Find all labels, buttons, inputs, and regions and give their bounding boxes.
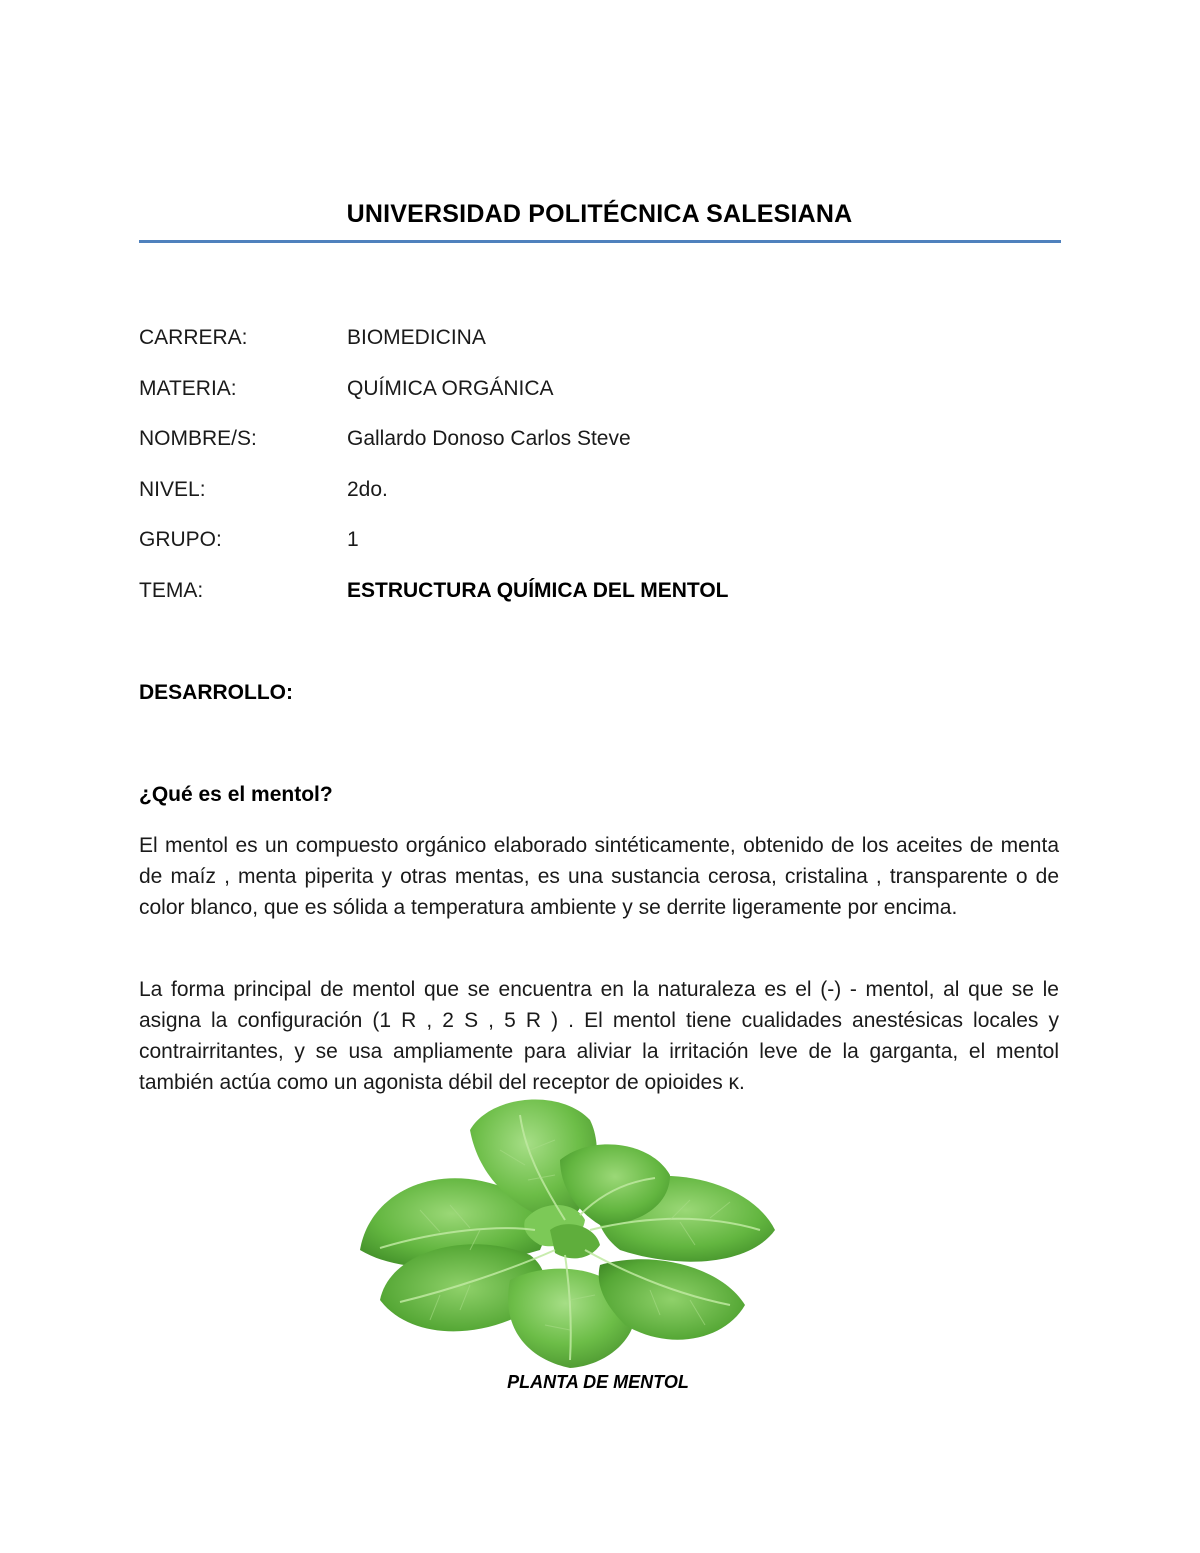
info-value: 1 (347, 528, 359, 551)
info-row-carrera (139, 323, 1060, 353)
info-label: GRUPO: (139, 528, 222, 551)
info-row-tema (139, 576, 1060, 606)
paragraph: La forma principal de mentol que se encuentra en la naturaleza es el (-) - mentol, al que se le asigna la configuración (1 R , 2 S , 5 R ) . El mentol tiene cualidades anestésicas locales y contrairritantes, y se usa ampliamente para aliviar la irritación leve de la garganta, el mentol también actúa como un agonista débil del receptor de opioides κ. (139, 978, 1059, 1094)
info-label: CARRERA: (139, 326, 248, 349)
info-label: TEMA: (139, 579, 204, 602)
title-divider (139, 240, 1061, 243)
info-row-nombre (139, 424, 1060, 454)
info-label: NIVEL: (139, 478, 206, 501)
info-label: NOMBRE/S: (139, 427, 257, 450)
info-label: MATERIA: (139, 377, 237, 400)
document-title: UNIVERSIDAD POLITÉCNICA SALESIANA (346, 200, 853, 228)
mint-leaves-illustration (350, 1090, 790, 1370)
info-row-grupo (139, 525, 1060, 555)
info-value: Gallardo Donoso Carlos Steve (347, 427, 631, 450)
paragraph: El mentol es un compuesto orgánico elaborado sintéticamente, obtenido de los aceites de menta de maíz , menta piperita y otras mentas, es una sustancia cerosa, cristalina , transparente o de color blanco, que es sólida a temperatura ambiente y se derrite ligeramente por encima. (139, 834, 1059, 919)
info-value: 2do. (347, 478, 388, 501)
info-row-materia (139, 374, 1060, 404)
info-row-nivel (139, 475, 1060, 505)
question-heading: ¿Qué es el mentol? (139, 783, 333, 806)
figure-caption: PLANTA DE MENTOL (507, 1372, 689, 1392)
info-value: BIOMEDICINA (347, 326, 486, 349)
info-value: QUÍMICA ORGÁNICA (347, 377, 554, 400)
section-heading: DESARROLLO: (139, 681, 293, 704)
mint-leaves-svg (350, 1090, 790, 1370)
info-value: ESTRUCTURA QUÍMICA DEL MENTOL (347, 579, 729, 602)
